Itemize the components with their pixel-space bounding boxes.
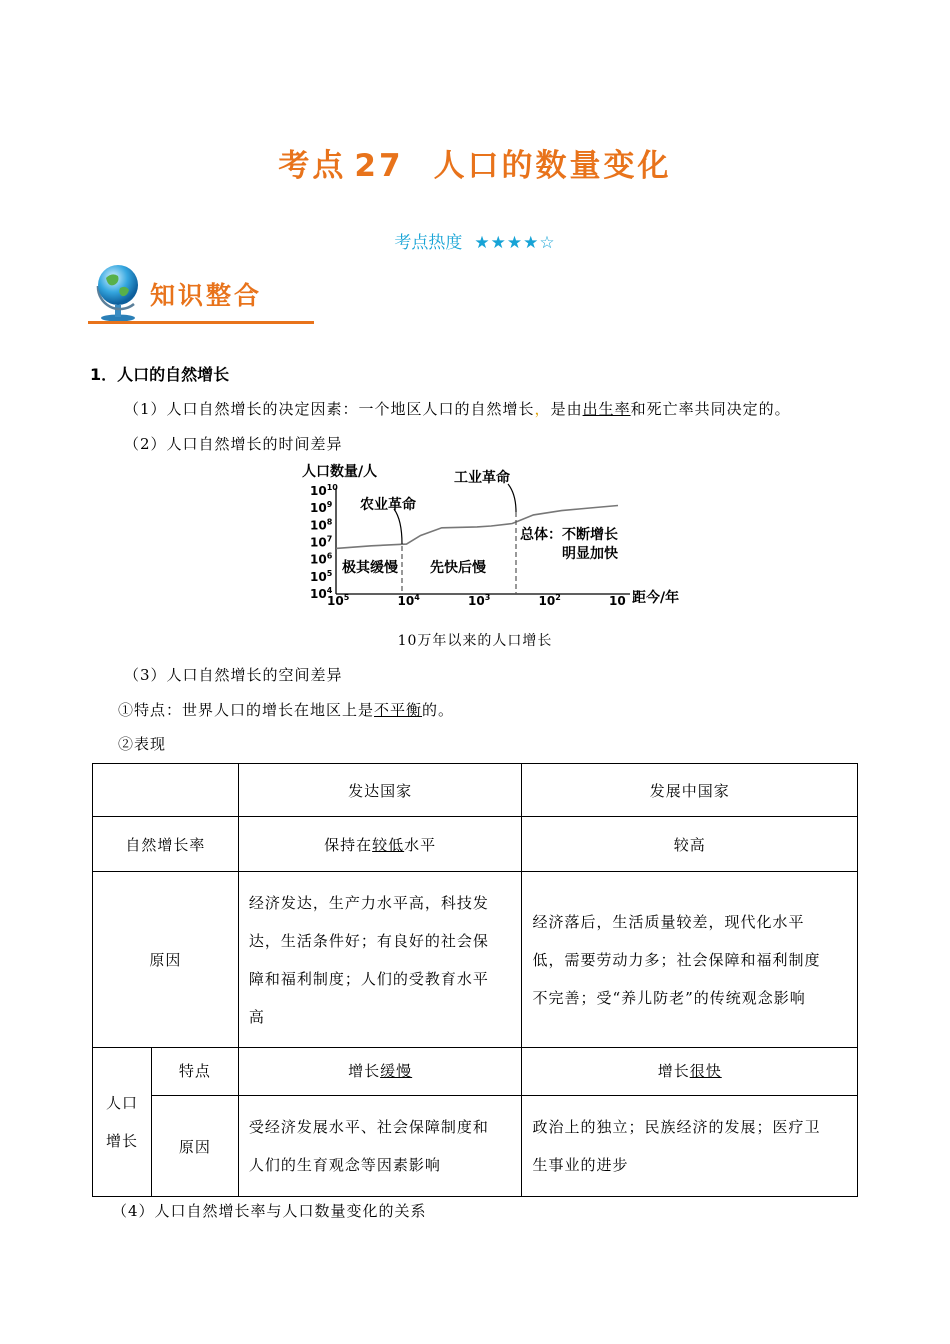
paragraph-6: （4）人口自然增长率与人口数量变化的关系 [112, 1202, 427, 1220]
reason-dev-line-1: 经济发达，生产力水平高，科技发 [248, 893, 489, 912]
table-row-reason [93, 872, 858, 1048]
paragraph-1 [124, 398, 791, 419]
population-chart [298, 462, 688, 612]
x-tick-label: 10 [609, 594, 626, 608]
reason-dev-line-2: 达，生活条件好；有良好的社会保 [248, 931, 489, 950]
reason-dvg-line-1: 经济落后，生活质量较差，现代化水平 [532, 912, 805, 931]
x-tick-label: $10^5$ [327, 593, 350, 608]
table-row-cause [93, 1096, 858, 1197]
p1-text-c: 和死亡率共同决定的。 [630, 400, 791, 418]
rate-developed [238, 817, 522, 872]
p4-underlined: 不平衡 [374, 701, 423, 719]
heat-label: 考点热度 [394, 233, 463, 253]
p1-text-a: （1）人口自然增长的决定因素：一个地区人口的自然增长 [124, 400, 535, 418]
star-rating: ★★★★☆ [474, 233, 556, 253]
feature-label: 特点 [151, 1048, 238, 1096]
x-tick-label: $10^2$ [538, 593, 561, 608]
table-row-feature [93, 1048, 858, 1096]
feature-dvg-u: 很快 [689, 1062, 722, 1080]
rate-dev-u: 较低 [372, 835, 405, 854]
y-tick-label: $10^5$ [310, 568, 333, 584]
cause-dev-line-2: 人们的生育观念等因素影响 [248, 1156, 441, 1174]
p4-text-b: 的。 [422, 701, 455, 719]
paragraph-4 [118, 699, 454, 720]
reason-label: 原因 [93, 872, 239, 1048]
reason-dvg-line-3: 不完善；受“养儿防老”的传统观念影响 [532, 988, 806, 1007]
chart-xlabel: 距今/年 [632, 590, 680, 606]
annotation-stage1: 极其缓慢 [342, 560, 398, 576]
y-tick-label: $10^6$ [310, 551, 333, 567]
globe-icon [90, 260, 148, 322]
indu-arrow [508, 484, 516, 512]
header-developing: 发展中国家 [522, 764, 858, 817]
cause-developing [522, 1096, 858, 1197]
x-tick-label: $10^3$ [468, 593, 491, 608]
p4-text-a: ①特点：世界人口的增长在地区上是 [118, 701, 375, 719]
y-tick-label: $10^8$ [310, 517, 333, 533]
growth-label [93, 1048, 152, 1197]
annotation-stage3b: 明显加快 [562, 546, 618, 562]
paragraph-2: （2）人口自然增长的时间差异 [124, 435, 343, 453]
rate-developing: 较高 [522, 817, 858, 872]
y-tick-label: $10^{10}$ [310, 483, 338, 498]
x-tick-label: $10^4$ [397, 593, 420, 608]
chart-caption: 10万年以来的人口增长 [397, 633, 553, 649]
agri-arrow [394, 509, 402, 544]
cause-dev-line-1: 受经济发展水平、社会保障制度和 [248, 1118, 489, 1136]
comparison-table [92, 763, 858, 1197]
title-main: 人口的数量变化 [433, 148, 672, 184]
cause-dvg-line-2: 生事业的进步 [532, 1156, 629, 1174]
table-row-rate [93, 817, 858, 872]
reason-dvg-line-2: 低，需要劳动力多；社会保障和福利制度 [532, 950, 821, 969]
p1-underlined: 出生率 [582, 400, 631, 418]
title-number: 27 [354, 148, 404, 184]
growth-label-2: 增长 [105, 1132, 138, 1150]
section-banner [88, 260, 316, 326]
reason-developing [522, 872, 858, 1048]
reason-developed [238, 872, 522, 1048]
heat-rating [0, 228, 950, 253]
annotation-agri: 农业革命 [360, 497, 416, 513]
rate-dev-a: 保持在 [324, 835, 373, 854]
paragraph-3: （3）人口自然增长的空间差异 [124, 666, 343, 684]
annotation-stage2: 先快后慢 [430, 560, 486, 576]
header-developed: 发达国家 [238, 764, 522, 817]
cause-dvg-line-1: 政治上的独立；民族经济的发展；医疗卫 [532, 1118, 821, 1136]
banner-label: 知识整合 [150, 281, 263, 310]
chart-ylabel: 人口数量/人 [302, 464, 378, 480]
growth-label-1: 人口 [105, 1094, 138, 1112]
page-title [0, 140, 950, 185]
y-tick-label: $10^9$ [310, 500, 333, 516]
annotation-stage3a: 总体：不断增长 [520, 527, 618, 543]
cause-developed [238, 1096, 522, 1197]
reason-dev-line-4: 高 [248, 1007, 265, 1026]
cause-label: 原因 [151, 1096, 238, 1197]
feature-dev-a: 增长 [348, 1062, 381, 1080]
feature-dvg-a: 增长 [657, 1062, 690, 1080]
section-heading: 1．人口的自然增长 [90, 365, 230, 384]
title-prefix: 考点 [278, 148, 347, 184]
rate-label: 自然增长率 [93, 817, 239, 872]
paragraph-5: ②表现 [118, 735, 167, 753]
empty-header-cell [93, 764, 239, 817]
feature-developed [238, 1048, 522, 1096]
y-tick-label: $10^7$ [310, 534, 333, 550]
table-row-header [93, 764, 858, 817]
reason-dev-line-3: 障和福利制度；人们的受教育水平 [248, 969, 489, 988]
y-tick-label: $10^4$ [310, 586, 333, 601]
feature-dev-u: 缓慢 [380, 1062, 413, 1080]
banner-underline [88, 321, 314, 324]
rate-dev-b: 水平 [404, 835, 437, 854]
annotation-indu: 工业革命 [454, 470, 510, 486]
p1-text-b: 是由 [550, 400, 583, 418]
p1-dot: ， [534, 400, 551, 418]
feature-developing [522, 1048, 858, 1096]
